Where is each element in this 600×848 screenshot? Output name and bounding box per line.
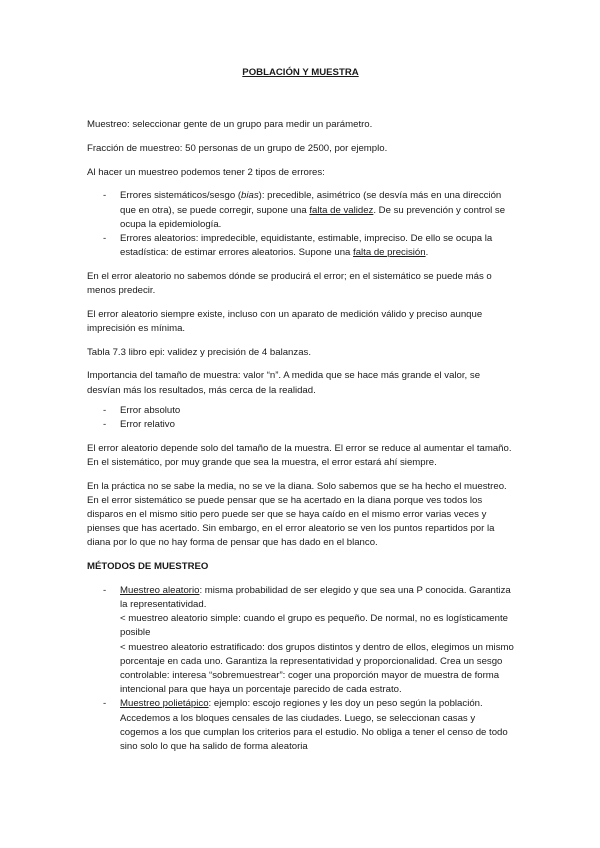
list-item-random-error: - Errores aleatorios: impredecible, equidistante, estimable, impreciso. De ello se ocupa la estadística: de estimar errores aleatorios. Supone una falta de precisión.	[87, 232, 514, 260]
falta-de-validez-underlined: falta de validez	[309, 204, 374, 216]
sub-item-aleatorio-simple: < muestreo aleatorio simple: cuando el grupo es pequeño. De normal, no es logísticamente posible	[120, 613, 508, 639]
section-heading-metodos: MÉTODOS DE MUESTREO	[87, 561, 209, 573]
sub-item-aleatorio-estratificado: < muestreo aleatorio estratificado: dos grupos distintos y dentro de ellos, elegimos un mismo porcentaje en cada uno. Garantiza la representatividad y proporcionalidad. Crea un sesgo controlable: interesa “sobremuestrear”: coger una proporción mayor de muestra de forma intencional para que haya un porcentaje parecido de cada estrato.	[120, 641, 514, 696]
paragraph-diana: En la práctica no se sabe la media, no se ve la diana. Solo sabemos que se ha hecho el muestreo. En el error sistemático se puede pensar que se ha acertado en la diana porque ves todos los disparos en el mismo sitio pero puede ser que se haya caído en el mismo error varias veces y pienses que has acertado. Sin embargo, en el error aleatorio se ven los puntos repartidos por la diana por lo que no hay forma de pensar que has dado en el blanco.	[87, 480, 507, 549]
muestreo-aleatorio-title: Muestreo aleatorio	[120, 584, 200, 596]
absolute-relative-list	[87, 404, 514, 432]
list-item-muestreo-aleatorio: - Muestreo aleatorio: misma probabilidad de ser elegido y que sea una P conocida. Garantiza la representatividad. < muestreo aleatorio simple: cuando el grupo es pequeño. De normal, no es logísticamente posible < muestreo aleatorio estratificado: dos grupos distintos y dentro de ellos, elegimos un mismo porcentaje en cada uno. Garantiza la representatividad y proporcionalidad. Crea un sesgo controlable: interesa “sobremuestrear”: coger una proporción mayor de muestra de forma intencional para que haya un porcentaje parecido de cada estrato.	[87, 584, 514, 698]
paragraph-tipos-errores: Al hacer un muestreo podemos tener 2 tipos de errores:	[87, 166, 325, 178]
muestreo-polietapico-title: Muestreo polietápico	[120, 698, 209, 710]
paragraph-muestreo: Muestreo: seleccionar gente de un grupo para medir un parámetro.	[87, 119, 373, 131]
paragraph-tamano-muestra: Importancia del tamaño de muestra: valor “n”. A medida que se hace más grande el valor, se desvían más los resultados, más cerca de la realidad.	[87, 370, 481, 396]
error-types-list	[87, 189, 514, 260]
page-title: POBLACIÓN Y MUESTRA	[242, 67, 359, 78]
bias-term: bias	[241, 190, 259, 202]
paragraph-aleatorio-existe: El error aleatorio siempre existe, incluso con un aparato de medición válido y preciso aunque imprecisión es mínima.	[87, 308, 483, 334]
list-item-muestreo-polietapico: - Muestreo polietápico: ejemplo: escojo regiones y les doy un peso según la población. Accedemos a los bloques censales de las ciudades. Luego, se seleccionan casas y cogemos a los que cumplan los criterios para el estudio. No obliga a tener el censo de todo sino solo lo que ha salido de forma aleatoria	[87, 697, 514, 754]
paragraph-fraccion: Fracción de muestreo: 50 personas de un grupo de 2500, por ejemplo.	[87, 142, 388, 154]
paragraph-tabla: Tabla 7.3 libro epi: validez y precisión de 4 balanzas.	[87, 346, 311, 358]
paragraph-prediccion: En el error aleatorio no sabemos dónde se producirá el error; en el sistemático se puede más o menos predecir.	[87, 270, 492, 297]
list-item-error-relativo: - Error relativo	[87, 418, 514, 432]
methods-list	[87, 584, 514, 754]
list-item-systematic-error: - Errores sistemáticos/sesgo (bias): precedible, asimétrico (se desvía más en una dirección que en otra), se puede corregir, supone una falta de validez. De su prevención y control se ocupa la epidemiología.	[87, 189, 514, 232]
falta-de-precision-underlined: falta de precisión	[353, 247, 426, 259]
list-item-error-absoluto: - Error absoluto	[87, 404, 514, 418]
paragraph-tamano-error: El error aleatorio depende solo del tamaño de la muestra. El error se reduce al aumentar el tamaño. En el sistemático, por muy grande que sea la muestra, el error estará ahí siempre.	[87, 442, 512, 468]
